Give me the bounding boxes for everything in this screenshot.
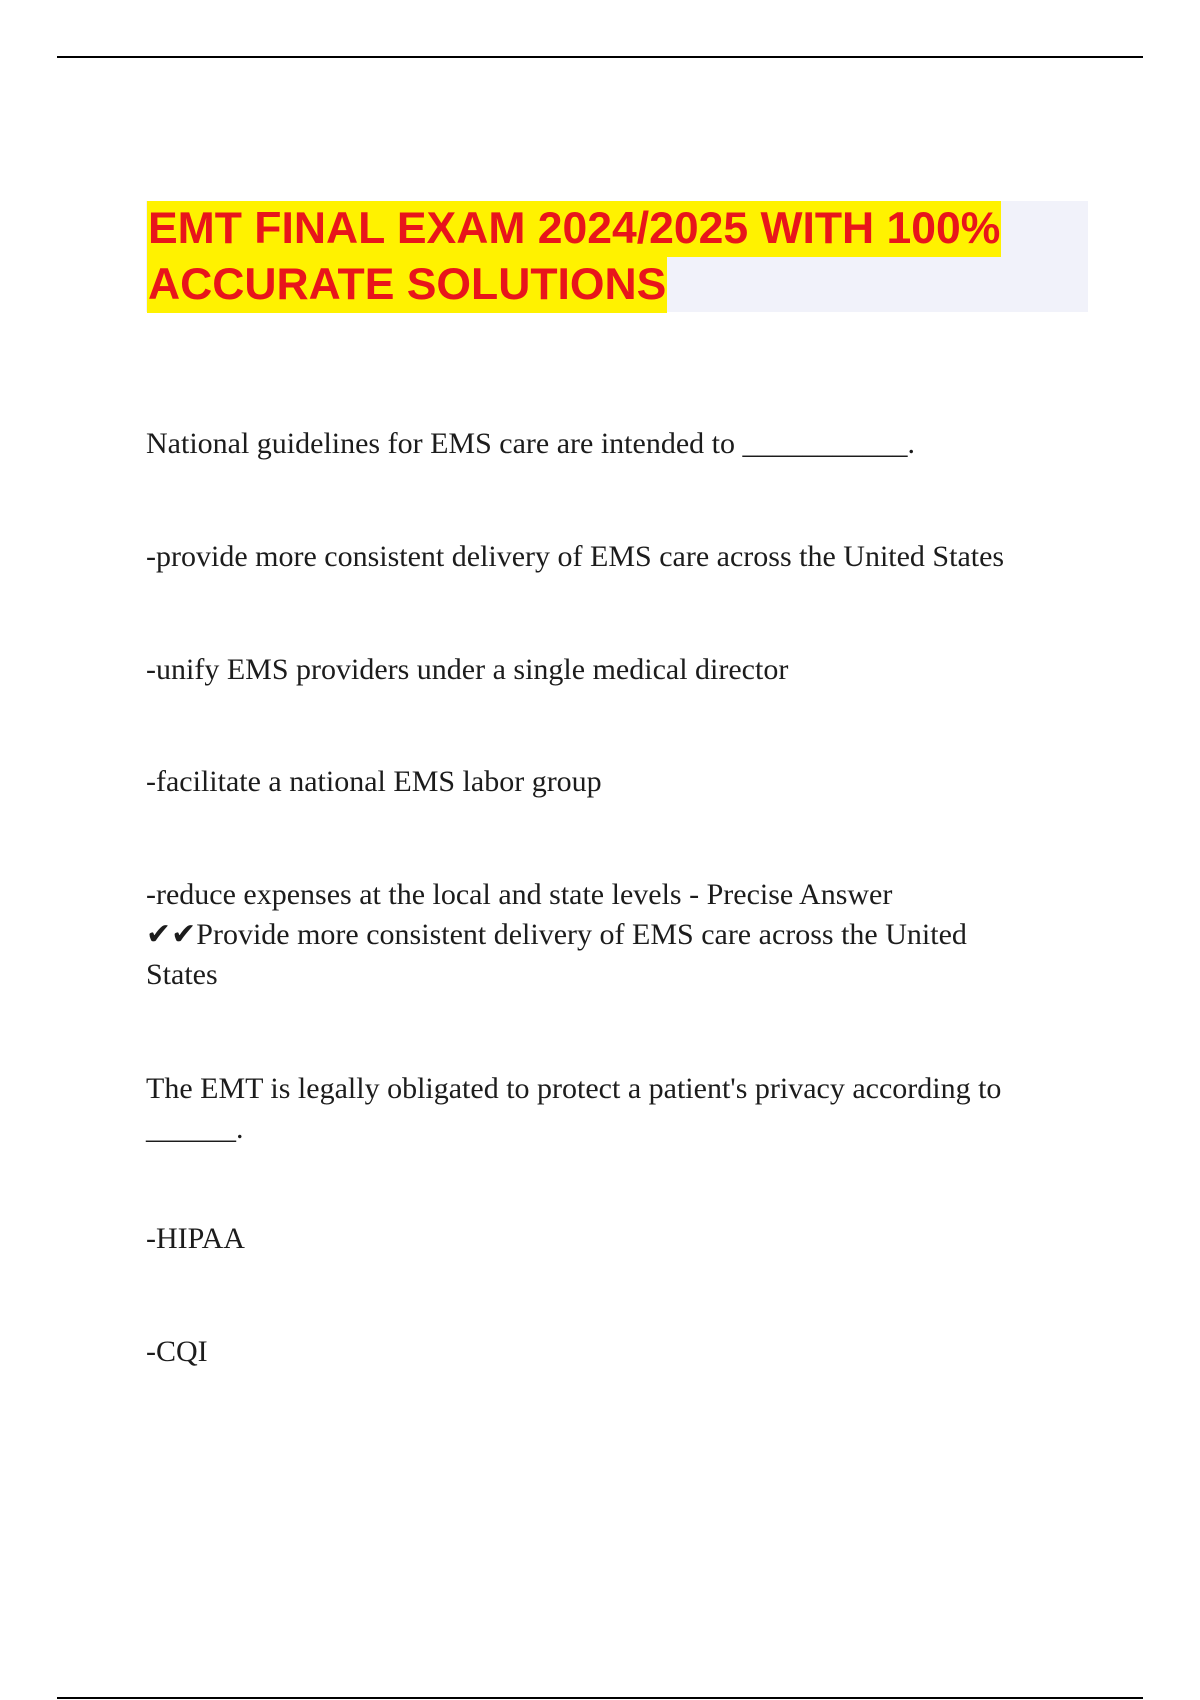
bottom-rule <box>57 1697 1143 1699</box>
question-1-option-3: -facilitate a national EMS labor group <box>146 765 602 798</box>
title-line-1-text: EMT FINAL EXAM 2024/2025 WITH 100% <box>147 201 1001 257</box>
question-1-answer: ✔✔Provide more consistent delivery of EMS care across the United <box>146 918 967 951</box>
question-2-option-2: -CQI <box>146 1335 208 1368</box>
question-2-option-1: -HIPAA <box>146 1222 245 1255</box>
question-1-prompt: National guidelines for EMS care are intended to ___________. <box>146 427 915 460</box>
title-line-2 <box>146 257 668 313</box>
question-1-option-2: -unify EMS providers under a single medical director <box>146 653 789 686</box>
title-line-1 <box>146 201 1002 257</box>
document-title <box>146 201 1088 312</box>
top-rule <box>57 56 1143 58</box>
question-1-option-1: -provide more consistent delivery of EMS care across the United States <box>146 540 1005 573</box>
question-1-answer-continued: States <box>146 958 218 991</box>
title-line-2-text: ACCURATE SOLUTIONS <box>147 257 667 313</box>
question-2-prompt: The EMT is legally obligated to protect a patient's privacy according to <box>146 1072 1002 1105</box>
question-1-option-4: -reduce expenses at the local and state levels - Precise Answer <box>146 878 893 911</box>
question-2-prompt-blank: ______. <box>146 1112 244 1145</box>
